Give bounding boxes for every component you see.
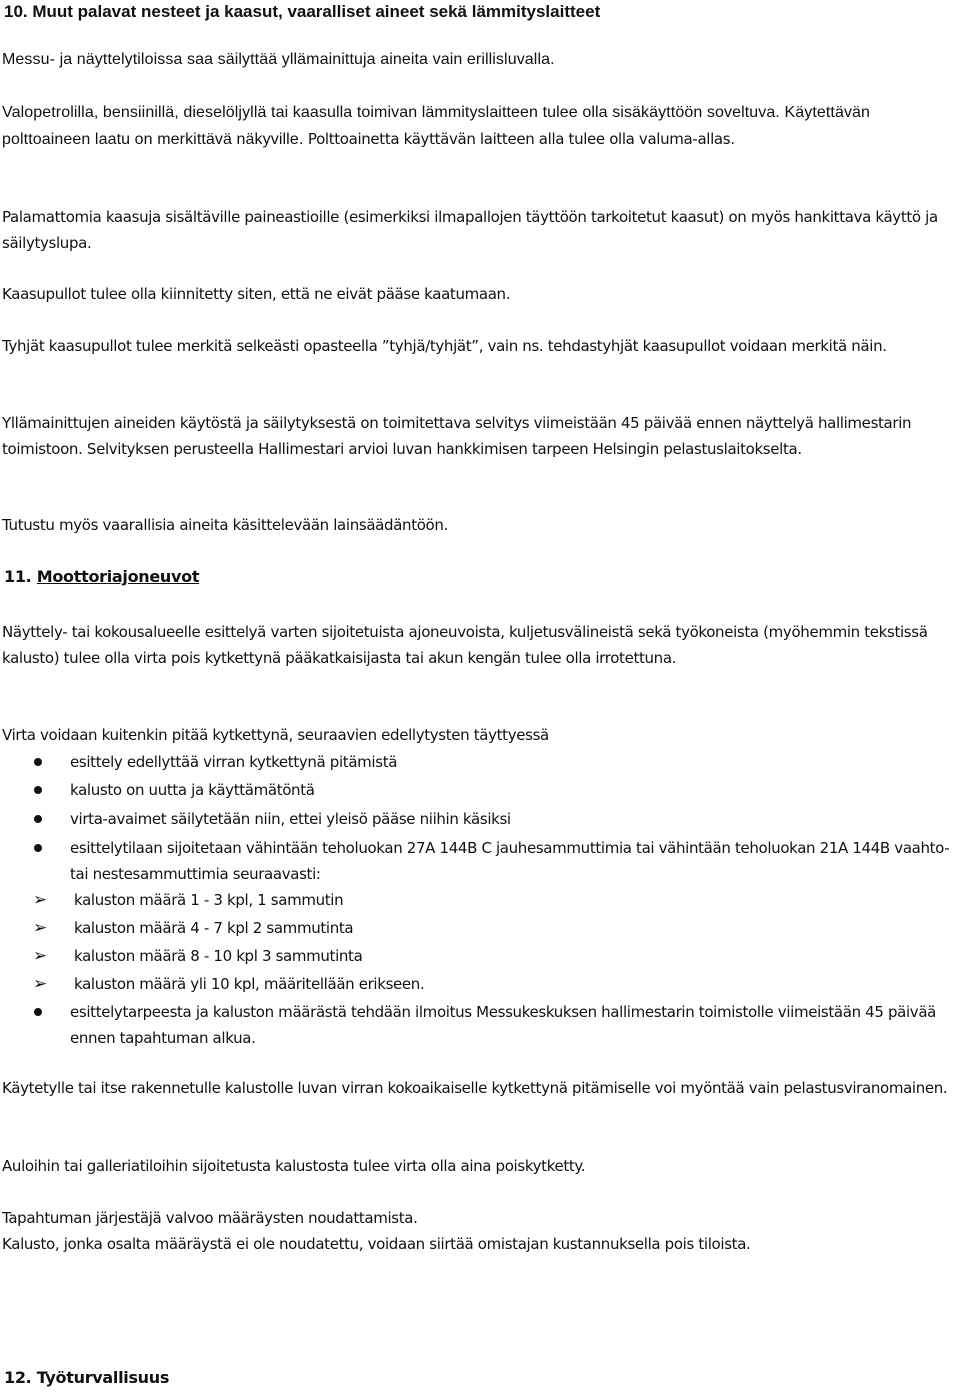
section-11-paragraph-4: Auloihin tai galleriatiloihin sijoitetusta kalustosta tulee virta olla aina poiskytketty. (2, 1157, 586, 1175)
bullet-text: esittelytarpeesta ja kaluston määrästä tehdään ilmoitus Messukeskuksen hallimestarin toimistolle viimeistään 45 päivää ennen tapahtuman alkua. (70, 1003, 937, 1047)
bullet-icon (34, 815, 42, 823)
arrowhead-icon: ➢ (33, 974, 48, 994)
bullet-text: esittelytilaan sijoitetaan vähintään teholuokan 27A 144B C jauhesammuttimia tai vähintään teholuokan 21A 144B vaahto- tai nestesammuttimia seuraavasti: (70, 839, 950, 883)
bullet-icon (34, 844, 42, 852)
section-11-paragraph-2: Virta voidaan kuitenkin pitää kytkettynä, seuraavien edellytysten täyttyessä (2, 726, 549, 744)
section-11-heading-number: 11. (4, 567, 32, 586)
section-10-paragraph-3: Palamattomia kaasuja sisältäville paineastioille (esimerkiksi ilmapallojen täyttöön tarkoitetut kaasut) on myös hankittava käyttö ja säilytyslupa. (2, 208, 938, 252)
section-10-paragraph-2-a: Valopetrolilla, bensiinillä, dieselöljyllä tai kaasulla toimivan lämmityslaitteen tulee olla sisäkäyttöön soveltuva. Käytettävän polttoaineen laatu on merkittävä näkyville. (2, 104, 871, 148)
arrowhead-icon: ➢ (33, 918, 48, 938)
section-11-heading (4, 565, 199, 589)
section-11-paragraph-5: Tapahtuman järjestäjä valvoo määräysten noudattamista. (2, 1209, 418, 1227)
arrowhead-icon: ➢ (33, 890, 48, 910)
section-10-paragraph-2-b: Polttoainetta käyttävän laitteen alla tulee olla valuma-allas. (307, 130, 735, 148)
arrowhead-icon: ➢ (33, 946, 48, 966)
section-10-paragraph-1: Messu- ja näyttelytiloissa saa säilyttää yllämainittuja aineita vain erillisluvalla. (2, 51, 555, 68)
section-11-heading-title: Moottoriajoneuvot (36, 567, 200, 586)
section-11-paragraph-1: Näyttely- tai kokousalueelle esittelyä varten sijoitetuista ajoneuvoista, kuljetusvälineistä sekä työkoneista (myöhemmin tekstissä kalusto) tulee olla virta pois kytkettynä pääkatkaisijasta tai akun kengän tulee olla irrotettuna. (2, 623, 928, 667)
section-12-heading: 12. Työturvallisuus (4, 1368, 170, 1387)
arrow-item-text: kaluston määrä 8 - 10 kpl 3 sammutinta (74, 947, 363, 965)
section-10-paragraph-2 (2, 100, 960, 153)
bullet-icon (34, 1008, 42, 1016)
bullet-text: kalusto on uutta ja käyttämätöntä (70, 781, 315, 799)
section-10-paragraph-4: Kaasupullot tulee olla kiinnitetty siten, että ne eivät pääse kaatumaan. (2, 285, 511, 303)
bullet-text: esittely edellyttää virran kytkettynä pitämistä (70, 753, 398, 771)
arrow-item-text: kaluston määrä yli 10 kpl, määritellään erikseen. (74, 975, 425, 993)
section-11-paragraph-3: Käytetylle tai itse rakennetulle kalustolle luvan virran kokoaikaiselle kytkettynä pitämiselle voi myöntää vain pelastusviranomainen. (2, 1079, 948, 1097)
bullet-icon (34, 758, 42, 766)
section-10-paragraph-6: Yllämainittujen aineiden käytöstä ja säilytyksestä on toimitettava selvitys viimeistään 45 päivää ennen näyttelyä hallimestarin toimistoon. Selvityksen perusteella Hallimestari arvioi luvan hankkimisen tarpeen Helsingin pelastuslaitokselta. (2, 414, 912, 458)
arrow-item-text: kaluston määrä 1 - 3 kpl, 1 sammutin (74, 891, 344, 909)
bullet-icon (34, 786, 42, 794)
section-11-paragraph-6: Kalusto, jonka osalta määräystä ei ole noudatettu, voidaan siirtää omistajan kustannuksella pois tiloista. (2, 1235, 751, 1253)
bullet-text: virta-avaimet säilytetään niin, ettei yleisö pääse niihin käsiksi (70, 810, 511, 828)
section-10-paragraph-7: Tutustu myös vaarallisia aineita käsittelevään lainsäädäntöön. (2, 516, 448, 534)
arrow-item-text: kaluston määrä 4 - 7 kpl 2 sammutinta (74, 919, 354, 937)
section-10-paragraph-5: Tyhjät kaasupullot tulee merkitä selkeästi opasteella ”tyhjä/tyhjät”, vain ns. tehdastyhjät kaasupullot voidaan merkitä näin. (2, 337, 887, 355)
section-10-heading: 10. Muut palavat nesteet ja kaasut, vaaralliset aineet sekä lämmityslaitteet (4, 2, 601, 21)
